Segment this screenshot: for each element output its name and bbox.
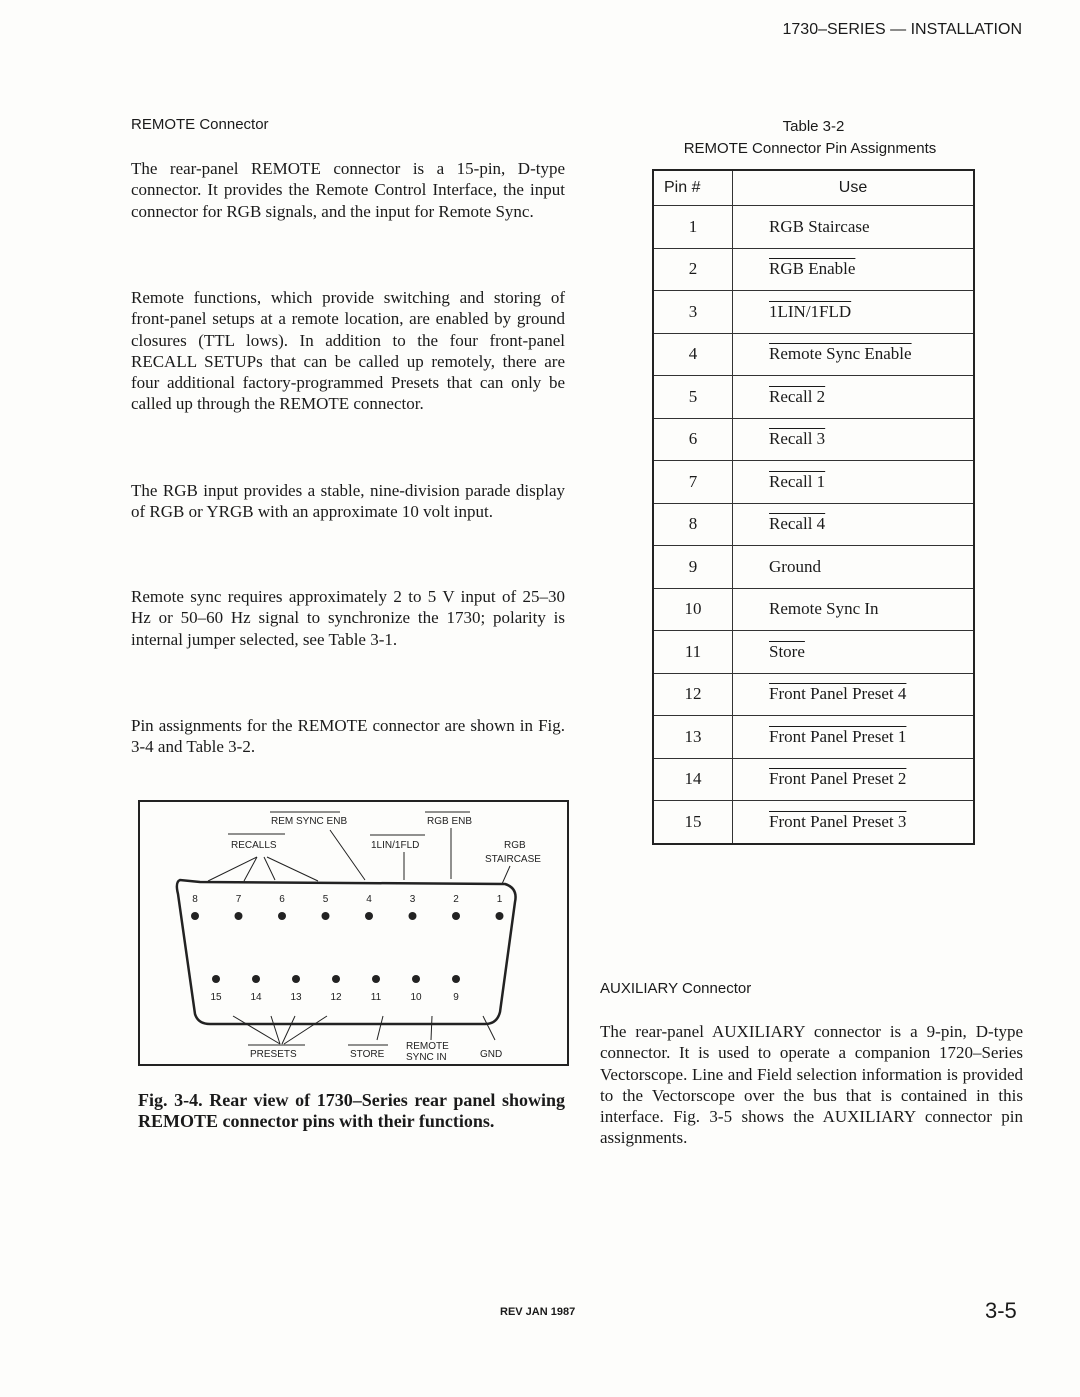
label-presets: PRESETS [250, 1049, 297, 1060]
pin-dot [365, 912, 373, 920]
pin-dot [372, 975, 380, 983]
revision-date: REV JAN 1987 [500, 1306, 576, 1318]
pin-use: Front Panel Preset 3 [733, 801, 975, 844]
pin-label: 3 [409, 894, 416, 905]
pin-use: Recall 4 [733, 503, 975, 546]
pin-dot [292, 975, 300, 983]
label-staircase: STAIRCASE [485, 854, 541, 865]
pin-use: Front Panel Preset 4 [733, 673, 975, 716]
pin-number: 8 [653, 503, 733, 546]
running-header: 1730–SERIES — INSTALLATION [782, 21, 1022, 38]
table-row [653, 376, 974, 419]
table-row [653, 291, 974, 334]
pin-dot [452, 912, 460, 920]
page-number: 3-5 [985, 1298, 1017, 1323]
remote-connector-diagram [140, 802, 567, 1064]
remote-para-4: Remote sync requires approximately 2 to 5 V input of 25–30 Hz or 50–60 Hz signal to synchronize the 1730; polarity is internal jumper selected, see Table 3-1. [131, 587, 565, 649]
pin-dot [452, 975, 460, 983]
label-rem-sync-enb: REM SYNC ENB [271, 816, 348, 827]
pin-dot [252, 975, 260, 983]
pin-dot [278, 912, 286, 920]
pin-use: 1LIN/1FLD [733, 291, 975, 334]
pin-number: 7 [653, 461, 733, 504]
pin-use: RGB Staircase [733, 206, 975, 249]
table-title: REMOTE Connector Pin Assignments [683, 140, 937, 157]
pin-label: 4 [366, 894, 372, 905]
pin-label: 5 [322, 894, 329, 905]
pin-label: 11 [370, 992, 382, 1003]
pin-dot [412, 975, 420, 983]
pin-dot [191, 912, 199, 920]
pin-use: Recall 1 [733, 461, 975, 504]
table-row [653, 503, 974, 546]
pin-label: 14 [250, 992, 262, 1003]
pin-number: 2 [653, 248, 733, 291]
label-recalls: RECALLS [231, 840, 277, 851]
remote-heading: REMOTE Connector [131, 116, 269, 133]
pin-label: 13 [290, 992, 302, 1003]
auxiliary-para: The rear-panel AUXILIARY connector is a 9-pin, D-type connector. It is used to operate a companion 1720–Series Vectorscope. Line and Field selection information is provided to the Vectorscope over the bus that is contained in this interface. Fig. 3-5 shows the AUXILIARY connector pin assignments. [600, 1022, 1023, 1148]
table-row [653, 716, 974, 759]
label-rgb-enb: RGB ENB [427, 816, 473, 827]
label-sync-in: SYNC IN [406, 1052, 447, 1063]
pin-label: 2 [453, 894, 459, 905]
pin-use: Front Panel Preset 1 [733, 716, 975, 759]
pin-number: 13 [653, 716, 733, 759]
arrows [208, 828, 510, 1044]
label-gnd: GND [480, 1049, 503, 1060]
pin-label: 8 [192, 894, 198, 905]
label-store: STORE [350, 1049, 385, 1060]
pin-number: 14 [653, 758, 733, 801]
pin-use: RGB Enable [733, 248, 975, 291]
table-row [653, 206, 974, 249]
table-row [653, 418, 974, 461]
table-row [653, 673, 974, 716]
pin-use: Store [733, 631, 975, 674]
pin-use: Recall 3 [733, 418, 975, 461]
table-number: Table 3-2 [782, 118, 845, 135]
table-row [653, 248, 974, 291]
pin-use: Front Panel Preset 2 [733, 758, 975, 801]
pin-dot [322, 912, 330, 920]
pin-dot [235, 912, 243, 920]
pin-use: Ground [733, 546, 975, 589]
table-row [653, 546, 974, 589]
pin-number: 11 [653, 631, 733, 674]
connector-outline [177, 880, 516, 1024]
pin-number: 3 [653, 291, 733, 334]
pin-label: 12 [330, 992, 342, 1003]
pin-number: 10 [653, 588, 733, 631]
pin-number: 15 [653, 801, 733, 844]
pin-use: Remote Sync Enable [733, 333, 975, 376]
pin-use: Remote Sync In [733, 588, 975, 631]
label-rgb: RGB [504, 840, 526, 851]
pin-label: 7 [235, 894, 242, 905]
auxiliary-heading: AUXILIARY Connector [600, 980, 752, 997]
pin-number: 12 [653, 673, 733, 716]
remote-para-3: The RGB input provides a stable, nine-division parade display of RGB or YRGB with an approximate 10 volt input. [131, 481, 565, 522]
pin-number: 9 [653, 546, 733, 589]
pin-use: Recall 2 [733, 376, 975, 419]
pin-number: 1 [653, 206, 733, 249]
col-use-header: Use [733, 170, 975, 206]
table-row [653, 758, 974, 801]
table-row [653, 333, 974, 376]
label-remote: REMOTE [406, 1041, 449, 1052]
figure-box [138, 800, 569, 1066]
remote-para-5: Pin assignments for the REMOTE connector are shown in Fig. 3-4 and Table 3-2. [131, 716, 565, 757]
pin-dot [332, 975, 340, 983]
pin-label: 10 [410, 992, 422, 1003]
pin-number: 5 [653, 376, 733, 419]
pin-dot [409, 912, 417, 920]
table-row [653, 801, 974, 844]
label-1lin-1fld: 1LIN/1FLD [371, 840, 420, 851]
pin-dot [496, 912, 504, 920]
pin-label: 1 [496, 894, 503, 905]
pin-dot [212, 975, 220, 983]
pin-number: 6 [653, 418, 733, 461]
figure-caption: Fig. 3-4. Rear view of 1730–Series rear panel showing REMOTE connector pins with their functions. [138, 1090, 565, 1131]
table-row [653, 461, 974, 504]
table-row [653, 588, 974, 631]
col-pin-header: Pin # [653, 170, 733, 206]
table-row [653, 631, 974, 674]
pin-label: 9 [453, 992, 459, 1003]
pin-number: 4 [653, 333, 733, 376]
remote-para-2: Remote functions, which provide switching and storing of front-panel setups at a remote location, are enabled by ground closures (TTL lows). In addition to the four front-panel RECALL SETUPs that can be called up remotely, there are four additional factory-programmed Presets that can only be called up through the REMOTE connector. [131, 288, 565, 414]
pin-label: 6 [279, 894, 285, 905]
pin-label: 15 [210, 992, 222, 1003]
pin-assignment-table [652, 169, 975, 845]
remote-para-1: The rear-panel REMOTE connector is a 15-pin, D-type connector. It provides the Remote Control Interface, the input connector for RGB signals, and the input for Remote Sync. [131, 159, 565, 221]
